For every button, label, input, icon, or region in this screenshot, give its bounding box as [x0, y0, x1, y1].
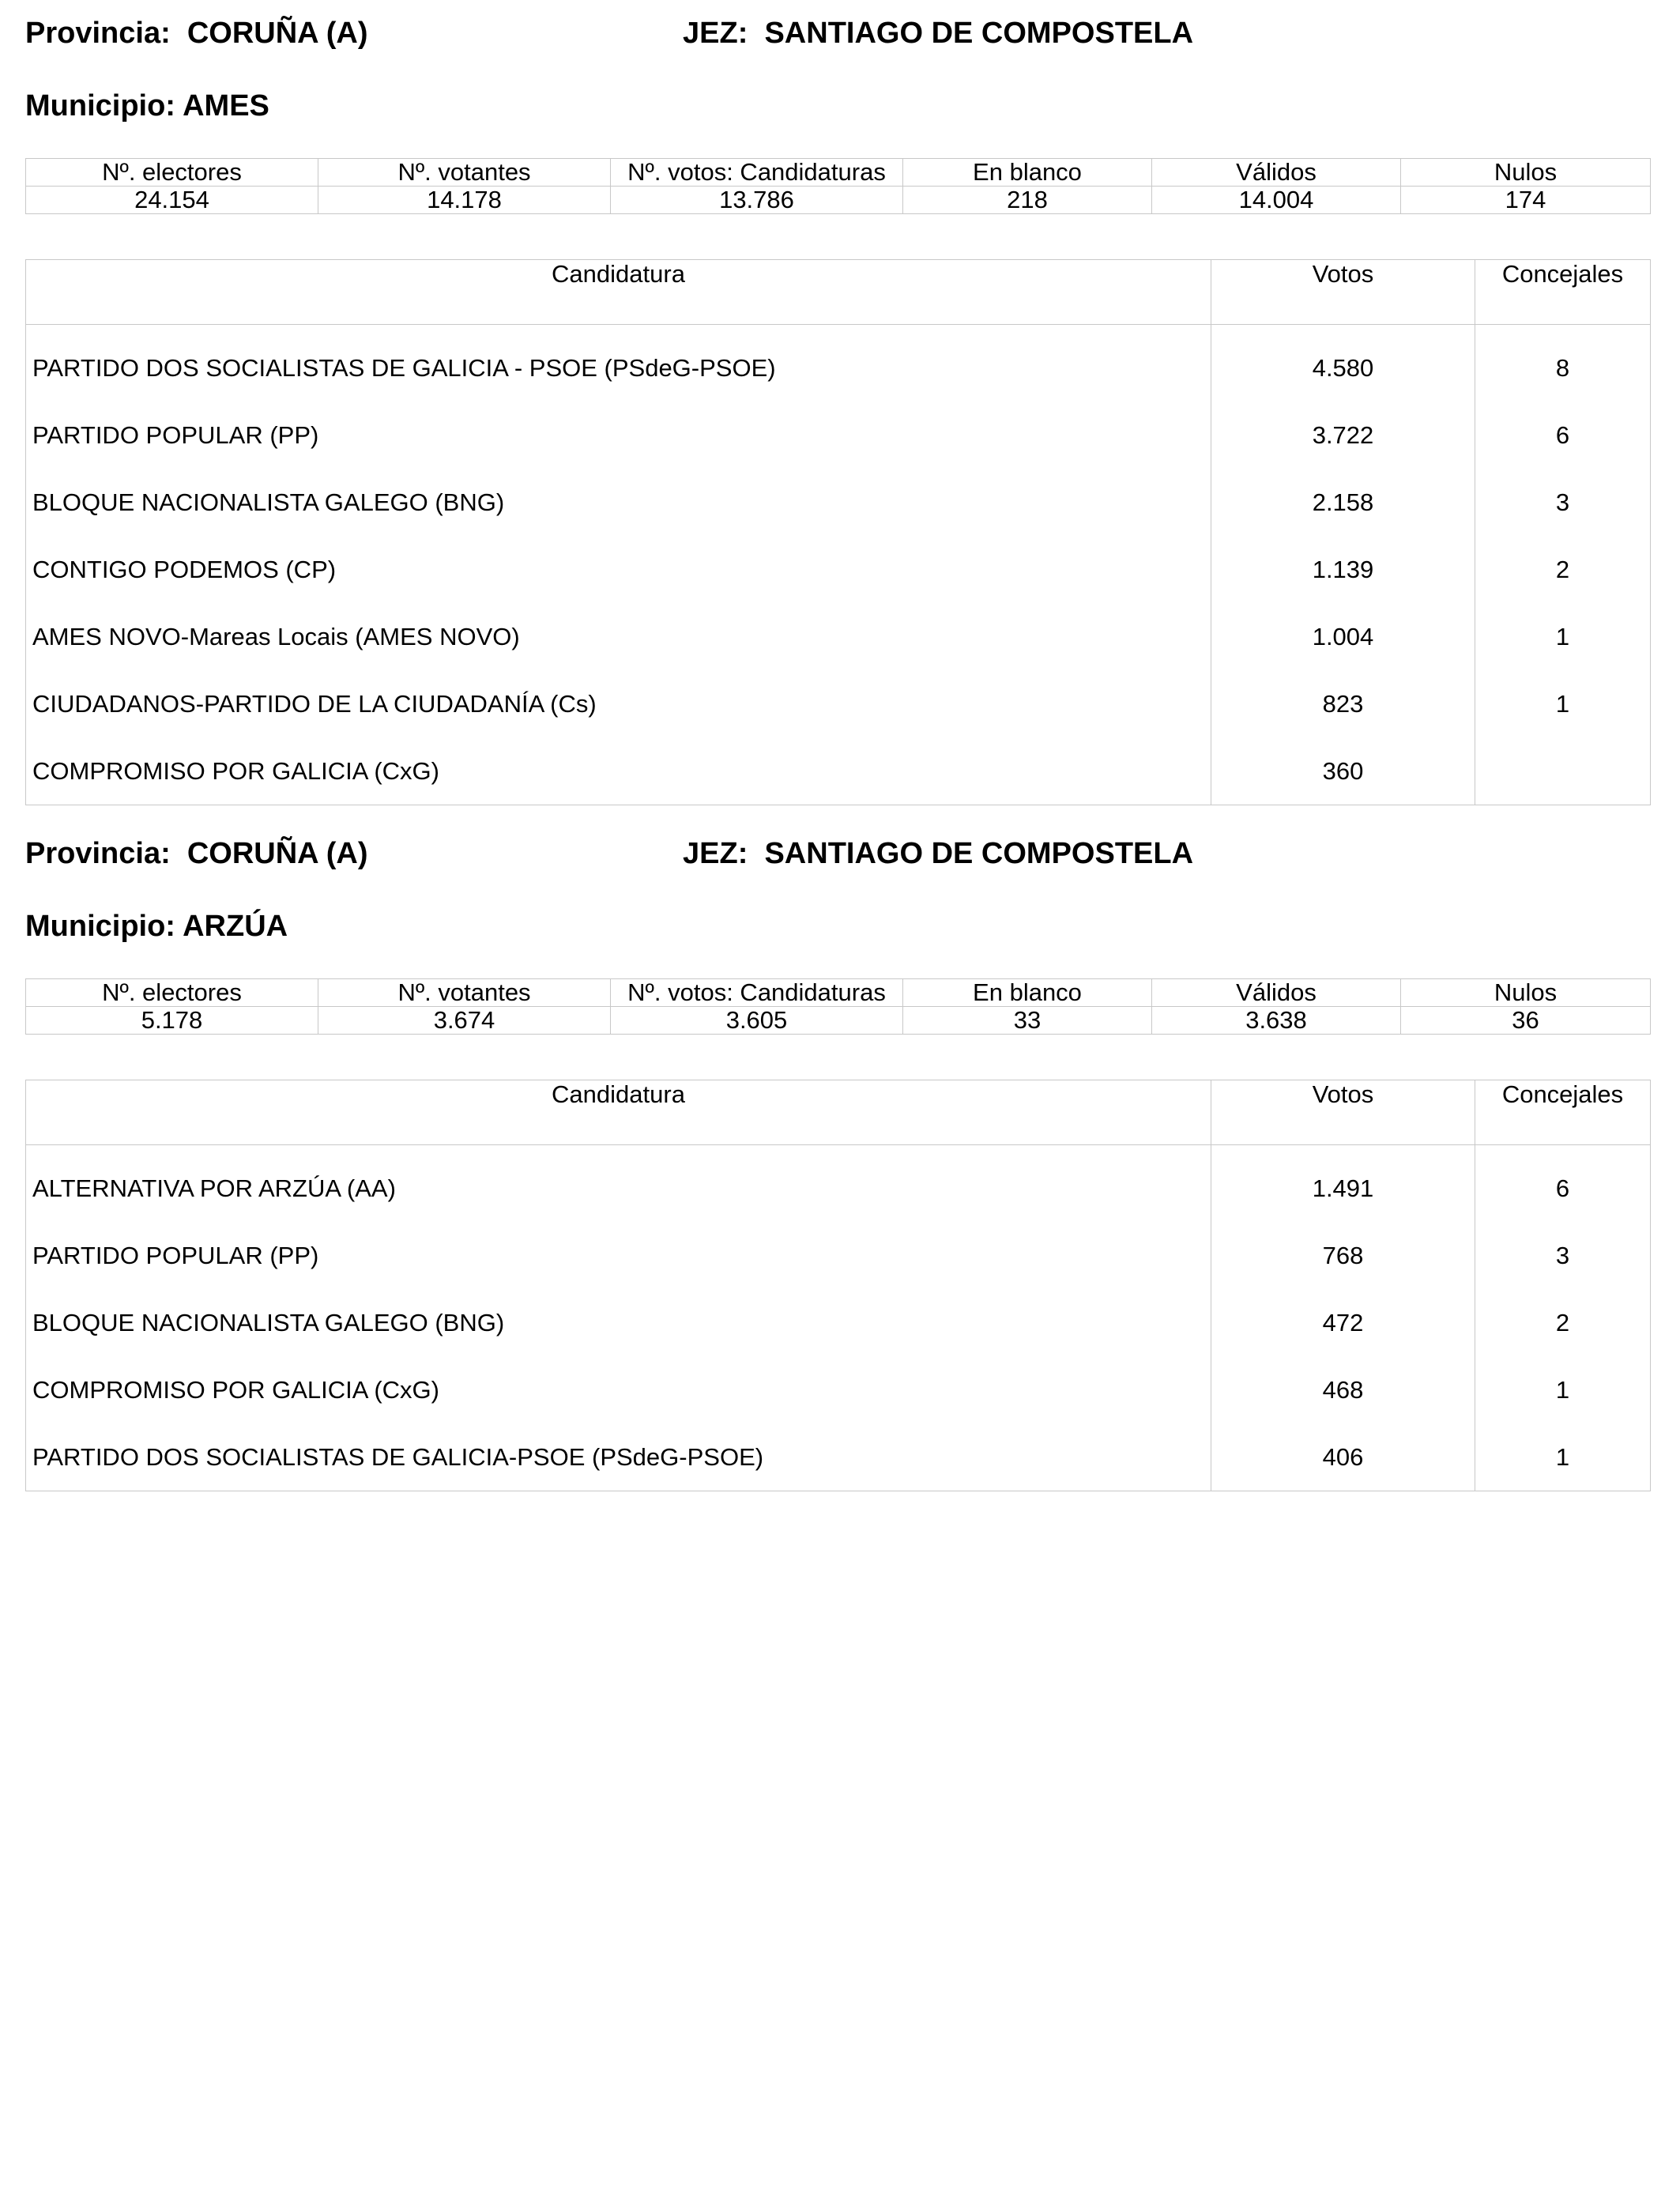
candidate-votes: 823 — [1211, 670, 1475, 737]
table-row — [26, 1222, 1651, 1289]
candidate-votes: 3.722 — [1211, 401, 1475, 469]
candidate-name: PARTIDO DOS SOCIALISTAS DE GALICIA - PSOE (PSdeG-PSOE) — [26, 325, 1211, 402]
summary-header-cell: Nº. votantes — [318, 159, 611, 187]
candidate-votes: 1.004 — [1211, 603, 1475, 670]
table-row — [26, 1356, 1651, 1423]
candidate-votes: 472 — [1211, 1289, 1475, 1356]
candidate-votes: 360 — [1211, 737, 1475, 805]
summary-header-cell: Nulos — [1401, 979, 1651, 1007]
summary-header-cell: Nº. electores — [26, 979, 318, 1007]
table-row — [26, 536, 1651, 603]
candidate-seats: 1 — [1475, 1356, 1651, 1423]
table-row — [26, 737, 1651, 805]
municipio-heading: Municipio: AMES — [25, 89, 269, 123]
candidate-votes: 768 — [1211, 1222, 1475, 1289]
table-row — [26, 670, 1651, 737]
summary-value-cell: 24.154 — [26, 187, 318, 214]
candidate-votes: 468 — [1211, 1356, 1475, 1423]
summary-value-cell: 14.004 — [1152, 187, 1401, 214]
summary-header-cell: En blanco — [903, 979, 1152, 1007]
candidate-name: PARTIDO DOS SOCIALISTAS DE GALICIA-PSOE (PSdeG-PSOE) — [26, 1423, 1211, 1491]
summary-header-cell: Nulos — [1401, 159, 1651, 187]
candidate-votes: 2.158 — [1211, 469, 1475, 536]
candidates-header-row — [26, 1080, 1651, 1145]
table-row — [26, 469, 1651, 536]
summary-header-cell: Nº. electores — [26, 159, 318, 187]
summary-value-cell: 218 — [903, 187, 1152, 214]
jez-heading: JEZ: SANTIAGO DE COMPOSTELA — [683, 837, 1194, 870]
candidate-name: PARTIDO POPULAR (PP) — [26, 1222, 1211, 1289]
candidate-seats: 2 — [1475, 536, 1651, 603]
municipality-section-arzua — [25, 836, 1650, 1508]
summary-table — [25, 158, 1651, 214]
candidate-name: BLOQUE NACIONALISTA GALEGO (BNG) — [26, 1289, 1211, 1356]
candidate-votes: 4.580 — [1211, 325, 1475, 402]
municipality-section-ames — [25, 16, 1650, 806]
table-row — [26, 1289, 1651, 1356]
candidate-seats: 3 — [1475, 1222, 1651, 1289]
summary-header-cell: Válidos — [1152, 979, 1401, 1007]
table-row — [26, 1145, 1651, 1223]
summary-value-cell: 36 — [1401, 1007, 1651, 1035]
concejales-header: Concejales — [1475, 1080, 1651, 1145]
candidate-seats: 6 — [1475, 1145, 1651, 1223]
summary-value-cell: 14.178 — [318, 187, 611, 214]
concejales-header: Concejales — [1475, 260, 1651, 325]
summary-header-cell: Nº. votos: Candidaturas — [611, 159, 903, 187]
summary-header-cell: En blanco — [903, 159, 1152, 187]
summary-table — [25, 978, 1651, 1035]
provincia-heading: Provincia: CORUÑA (A) — [25, 17, 368, 50]
candidate-seats: 2 — [1475, 1289, 1651, 1356]
jez-heading: JEZ: SANTIAGO DE COMPOSTELA — [683, 17, 1194, 50]
summary-value-cell: 3.638 — [1152, 1007, 1401, 1035]
summary-header-cell: Nº. votantes — [318, 979, 611, 1007]
table-row — [26, 1423, 1651, 1491]
candidates-table — [25, 259, 1651, 805]
summary-value-cell: 3.605 — [611, 1007, 903, 1035]
candidate-seats: 1 — [1475, 603, 1651, 670]
summary-value-cell: 3.674 — [318, 1007, 611, 1035]
summary-value-cell: 174 — [1401, 187, 1651, 214]
candidate-votes: 406 — [1211, 1423, 1475, 1491]
candidate-votes: 1.491 — [1211, 1145, 1475, 1223]
summary-value-row — [26, 1007, 1651, 1035]
summary-header-cell: Nº. votos: Candidaturas — [611, 979, 903, 1007]
summary-header-row — [26, 979, 1651, 1007]
candidate-seats: 6 — [1475, 401, 1651, 469]
candidate-name: CONTIGO PODEMOS (CP) — [26, 536, 1211, 603]
votos-header: Votos — [1211, 1080, 1475, 1145]
candidate-seats: 8 — [1475, 325, 1651, 402]
summary-value-cell: 13.786 — [611, 187, 903, 214]
candidate-name: ALTERNATIVA POR ARZÚA (AA) — [26, 1145, 1211, 1223]
candidate-name: PARTIDO POPULAR (PP) — [26, 401, 1211, 469]
candidate-name: COMPROMISO POR GALICIA (CxG) — [26, 737, 1211, 805]
table-row — [26, 401, 1651, 469]
candidatura-header: Candidatura — [26, 260, 1211, 325]
municipio-heading: Municipio: ARZÚA — [25, 910, 288, 943]
summary-value-cell: 33 — [903, 1007, 1152, 1035]
candidate-name: BLOQUE NACIONALISTA GALEGO (BNG) — [26, 469, 1211, 536]
candidates-table — [25, 1080, 1651, 1491]
summary-value-row — [26, 187, 1651, 214]
candidate-seats: 3 — [1475, 469, 1651, 536]
candidate-seats — [1475, 737, 1651, 805]
table-row — [26, 325, 1651, 402]
provincia-heading: Provincia: CORUÑA (A) — [25, 837, 368, 870]
table-row — [26, 603, 1651, 670]
candidate-seats: 1 — [1475, 1423, 1651, 1491]
candidate-seats: 1 — [1475, 670, 1651, 737]
candidate-votes: 1.139 — [1211, 536, 1475, 603]
candidates-header-row — [26, 260, 1651, 325]
candidate-name: CIUDADANOS-PARTIDO DE LA CIUDADANÍA (Cs) — [26, 670, 1211, 737]
summary-header-row — [26, 159, 1651, 187]
candidate-name: COMPROMISO POR GALICIA (CxG) — [26, 1356, 1211, 1423]
summary-header-cell: Válidos — [1152, 159, 1401, 187]
summary-value-cell: 5.178 — [26, 1007, 318, 1035]
votos-header: Votos — [1211, 260, 1475, 325]
candidate-name: AMES NOVO-Mareas Locais (AMES NOVO) — [26, 603, 1211, 670]
candidatura-header: Candidatura — [26, 1080, 1211, 1145]
